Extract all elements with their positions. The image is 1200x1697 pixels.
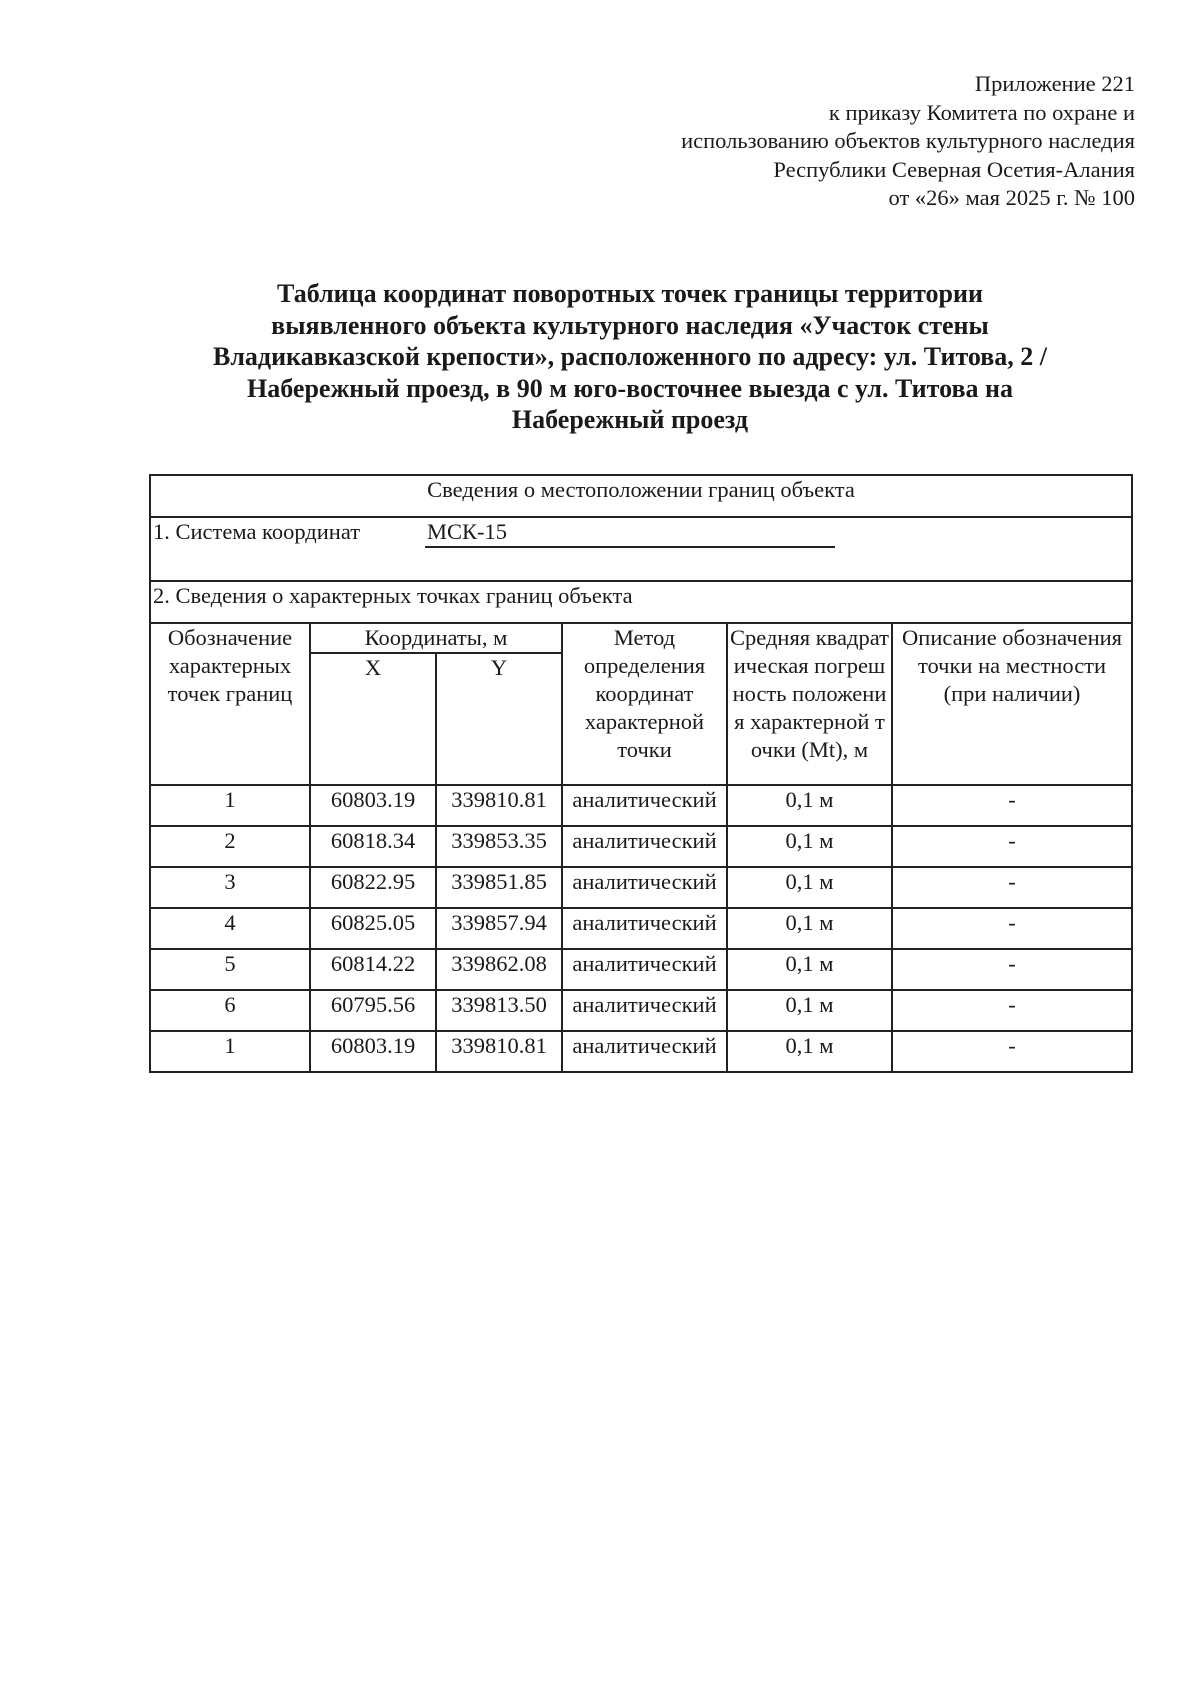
column-header-description: Описание обозначения точки на местности (при наличии) [892,623,1132,785]
cell-y: 339810.81 [436,785,562,826]
table-row [150,949,1132,990]
cell-point: 1 [150,1031,310,1072]
column-header-x: X [310,653,436,785]
cell-x: 60825.05 [310,908,436,949]
cell-description: - [892,785,1132,826]
title-line: Набережный проезд [511,405,749,434]
cell-error: 0,1 м [727,785,892,826]
column-header-coords: Координаты, м [310,623,562,653]
cell-error: 0,1 м [727,990,892,1031]
cell-method: аналитический [562,908,727,949]
title-line: выявленного объекта культурного наследия «Участок стены [271,310,989,340]
section2-row [150,581,1132,623]
appendix-line: к приказу Комитета по охране и [828,99,1135,125]
column-header-method: Метод определения координат характерной точки [562,623,727,785]
cell-description: - [892,949,1132,990]
cell-x: 60803.19 [310,1031,436,1072]
cell-method: аналитический [562,1031,727,1072]
title-line: Таблица координат поворотных точек границы территории [277,279,983,308]
cell-y: 339862.08 [436,949,562,990]
coordinate-system-value: МСК-15 [425,518,835,548]
cell-method: аналитический [562,867,727,908]
coordinate-system-label: 1. Система координат [153,519,361,544]
cell-point: 6 [150,990,310,1031]
cell-y: 339857.94 [436,908,562,949]
coordinate-system-cell [150,517,1132,581]
cell-y: 339810.81 [436,1031,562,1072]
table-header: Сведения о местоположении границ объекта [150,475,1132,517]
table-header-row [150,475,1132,517]
cell-point: 4 [150,908,310,949]
cell-description: - [892,1031,1132,1072]
cell-y: 339851.85 [436,867,562,908]
cell-description: - [892,908,1132,949]
cell-error: 0,1 м [727,949,892,990]
appendix-line: Республики Северная Осетия-Алания [773,156,1135,182]
cell-method: аналитический [562,990,727,1031]
document-title [150,278,1110,436]
cell-x: 60795.56 [310,990,436,1031]
column-header-point: Обозначение характерных точек границ [150,623,310,785]
table-row [150,908,1132,949]
cell-method: аналитический [562,949,727,990]
cell-point: 1 [150,785,310,826]
table-row [150,785,1132,826]
cell-x: 60814.22 [310,949,436,990]
cell-method: аналитический [562,785,727,826]
table-row [150,867,1132,908]
table-row [150,1031,1132,1072]
column-header-error: Средняя квадратическая погрешность положения характерной точки (Mt), м [727,623,892,785]
appendix-line: использованию объектов культурного наследия [681,128,1135,153]
cell-point: 3 [150,867,310,908]
title-line: Владикавказской крепости», расположенного по адресу: ул. Титова, 2 / [212,342,1047,371]
table-row [150,826,1132,867]
cell-error: 0,1 м [727,908,892,949]
cell-x: 60822.95 [310,867,436,908]
cell-error: 0,1 м [727,826,892,867]
table-row [150,990,1132,1031]
cell-description: - [892,990,1132,1031]
cell-y: 339853.35 [436,826,562,867]
column-header-y: Y [436,653,562,785]
appendix-line: от «26» мая 2025 г. № 100 [888,185,1135,210]
title-line: Набережный проезд, в 90 м юго-восточнее выезда с ул. Титова на [247,373,1013,403]
cell-point: 2 [150,826,310,867]
cell-y: 339813.50 [436,990,562,1031]
section2-label: 2. Сведения о характерных точках границ объекта [150,581,1132,623]
cell-method: аналитический [562,826,727,867]
cell-error: 0,1 м [727,867,892,908]
appendix-line: Приложение 221 [974,71,1135,96]
cell-x: 60818.34 [310,826,436,867]
appendix-header [681,70,1135,213]
coordinates-table [149,474,1133,1073]
column-header-row [150,623,1132,653]
cell-error: 0,1 м [727,1031,892,1072]
coordinate-system-row [150,517,1132,581]
cell-point: 5 [150,949,310,990]
cell-description: - [892,826,1132,867]
cell-description: - [892,867,1132,908]
cell-x: 60803.19 [310,785,436,826]
